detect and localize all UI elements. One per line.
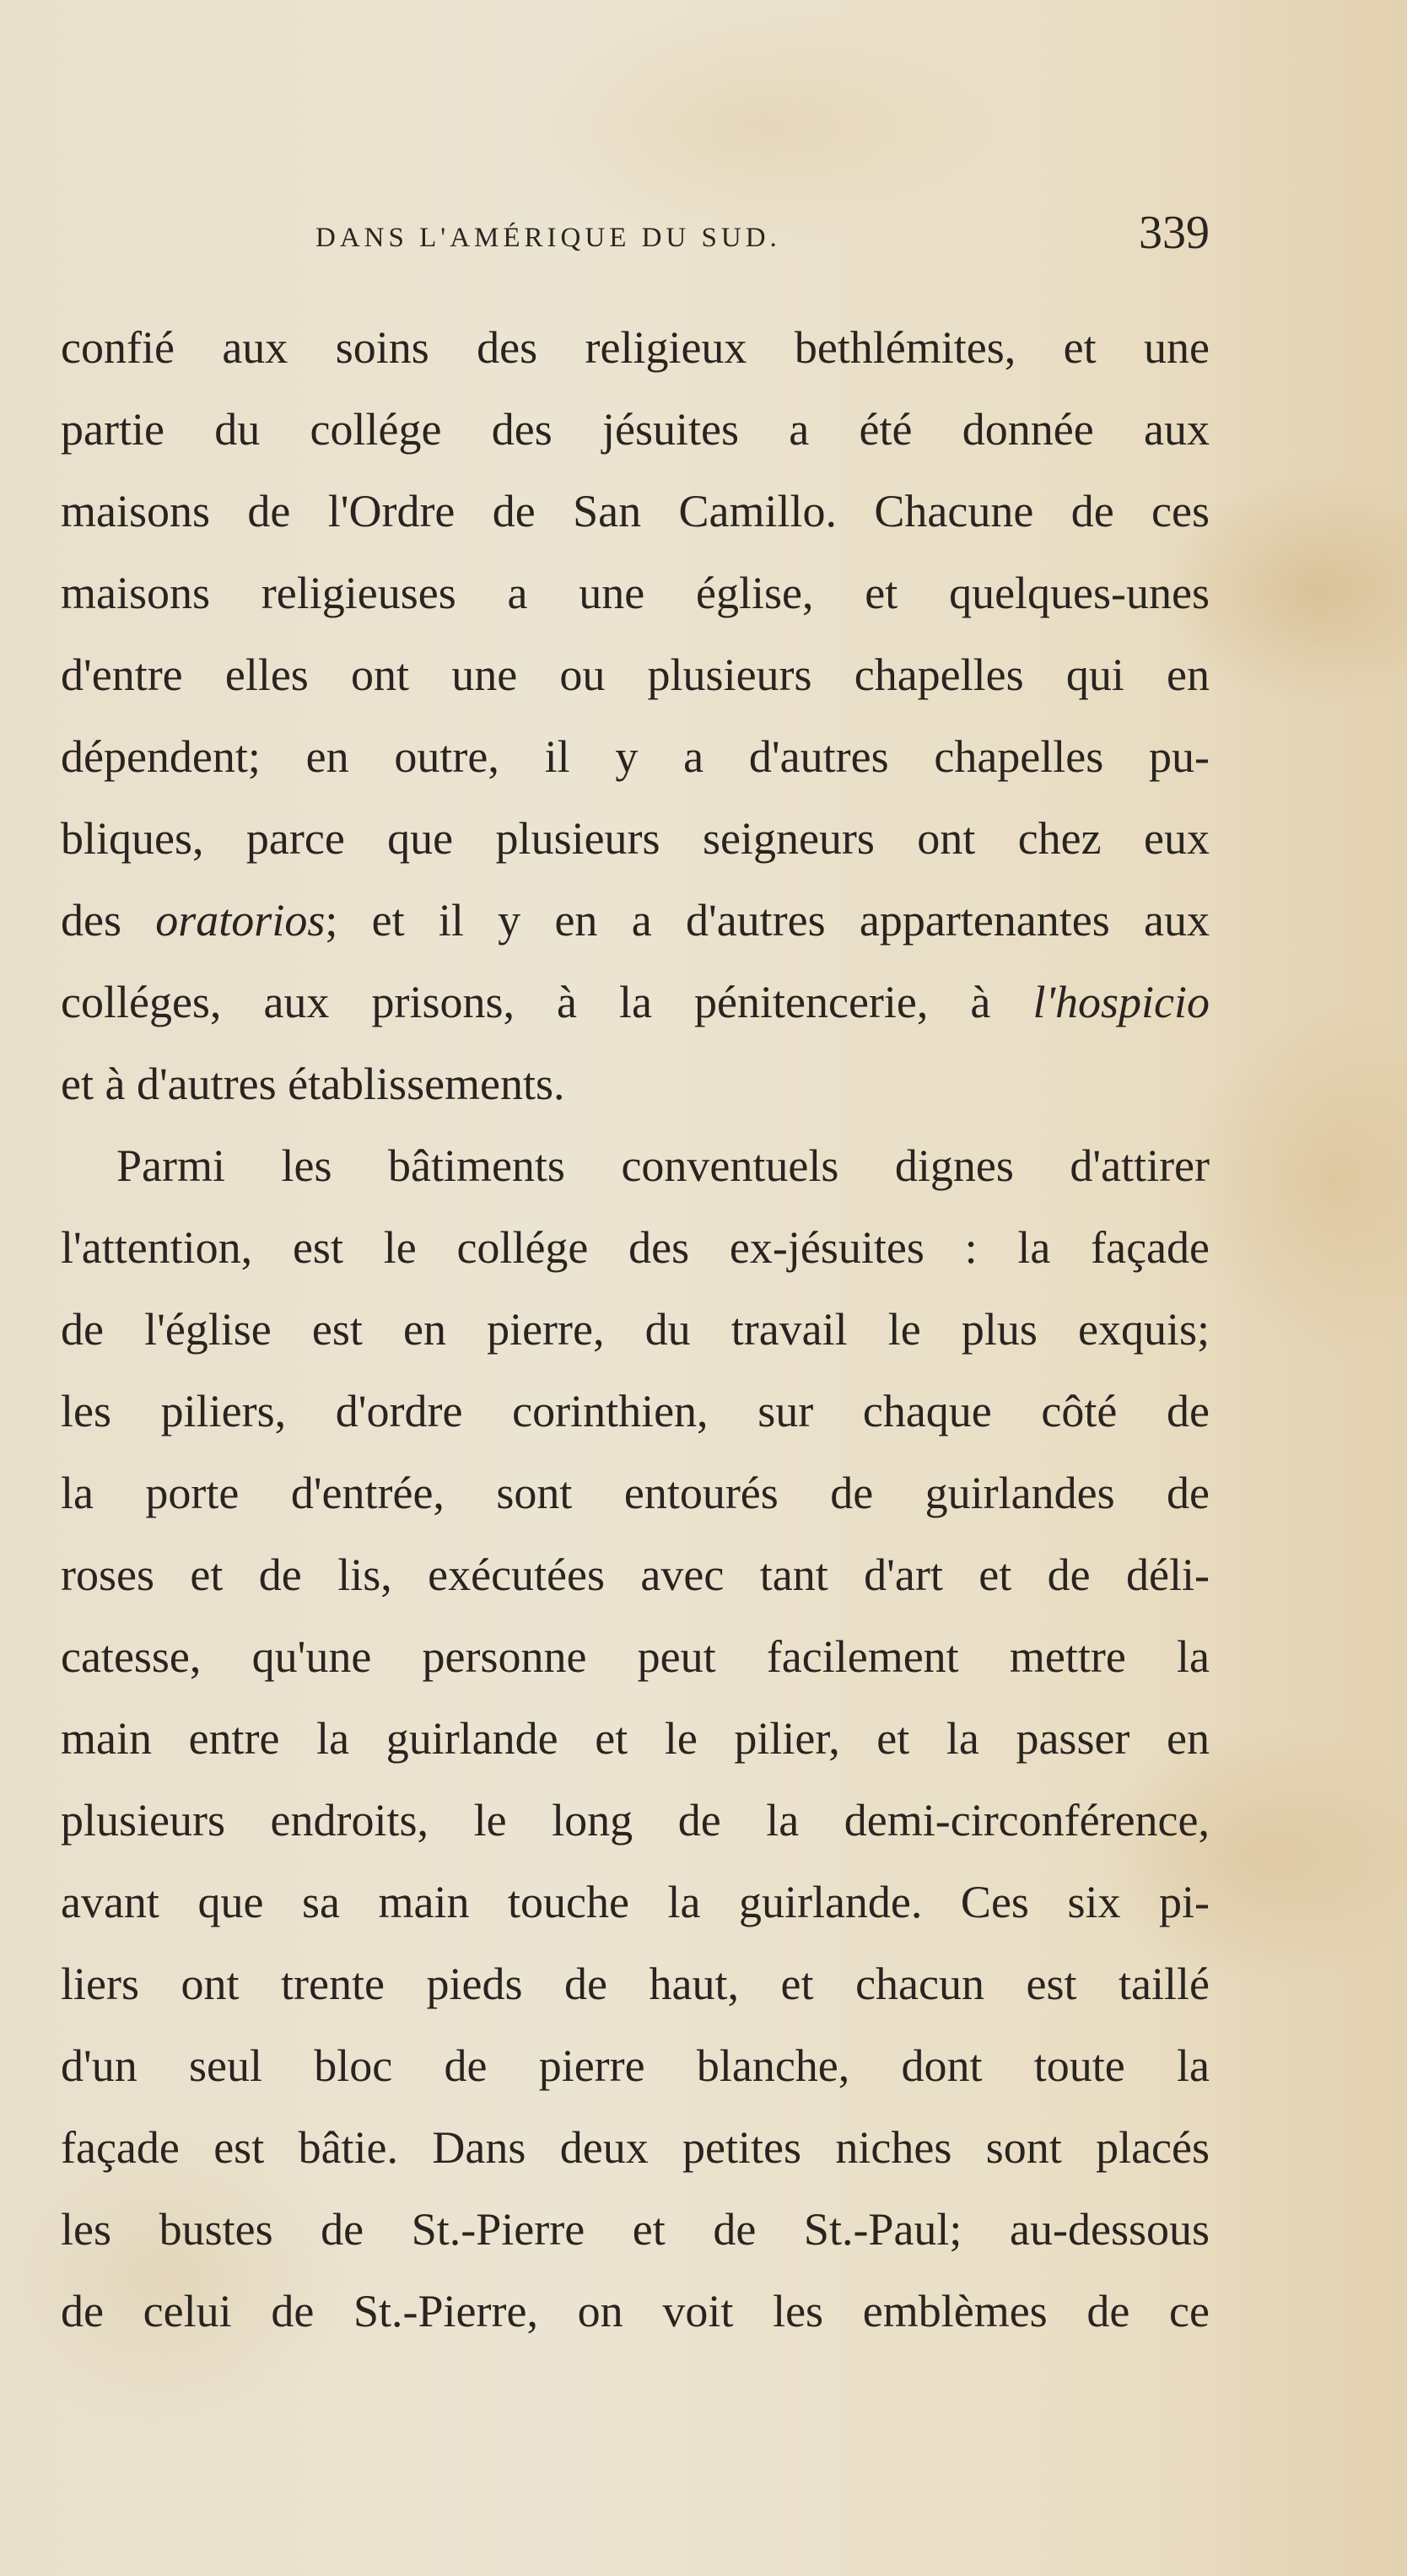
text-line: les bustes de St.-Pierre et de St.-Paul; au-dessous xyxy=(61,2204,1210,2255)
paragraph-start-line: Parmi les bâtiments conventuels dignes d'attirer xyxy=(116,1140,1210,1191)
text-line: plusieurs endroits, le long de la demi-circonférence, xyxy=(61,1795,1210,1846)
text-run: des xyxy=(61,895,156,946)
text-line: avant que sa main touche la guirlande. Ces six pi- xyxy=(61,1877,1210,1927)
text-line: maisons de l'Ordre de San Camillo. Chacune de ces xyxy=(61,486,1210,536)
running-head xyxy=(315,207,1210,277)
text-line: bliques, parce que plusieurs seigneurs ont chez eux xyxy=(61,813,1210,864)
page-number: 339 xyxy=(1139,207,1210,259)
text-line: liers ont trente pieds de haut, et chacun est taillé xyxy=(61,1959,1210,2009)
text-line: partie du collége des jésuites a été donnée aux xyxy=(61,404,1210,455)
text-line: confié aux soins des religieux bethlémites, et une xyxy=(61,322,1210,373)
text-line: l'attention, est le collége des ex-jésuites : la façade xyxy=(61,1222,1210,1273)
italic-term-oratorios: oratorios xyxy=(155,895,326,946)
text-line: d'un seul bloc de pierre blanche, dont toute la xyxy=(61,2040,1210,2091)
text-line: catesse, qu'une personne peut facilement mettre la xyxy=(61,1631,1210,1682)
text-line: dépendent; en outre, il y a d'autres chapelles pu- xyxy=(61,731,1210,782)
text-line: de l'église est en pierre, du travail le plus exquis; xyxy=(61,1304,1210,1355)
text-line-with-italic xyxy=(61,962,1210,1043)
text-line: maisons religieuses a une église, et quelques-unes xyxy=(61,568,1210,618)
text-line: de celui de St.-Pierre, on voit les emblèmes de ce xyxy=(61,2286,1210,2336)
text-line: roses et de lis, exécutées avec tant d'art et de déli- xyxy=(61,1549,1210,1600)
text-line: d'entre elles ont une ou plusieurs chapelles qui en xyxy=(61,649,1210,700)
text-line: les piliers, d'ordre corinthien, sur chaque côté de xyxy=(61,1386,1210,1436)
text-line: la porte d'entrée, sont entourés de guirlandes de xyxy=(61,1468,1210,1518)
paragraph-end-line: et à d'autres établissements. xyxy=(61,1059,565,1109)
italic-term-hospicio: l'hospicio xyxy=(1032,977,1210,1027)
body-text xyxy=(61,307,1210,2352)
text-run: ; et il y en a d'autres appartenantes aux xyxy=(325,895,1210,946)
text-run: colléges, aux prisons, à la pénitencerie, à xyxy=(61,977,1033,1027)
running-title: DANS L'AMÉRIQUE DU SUD. xyxy=(315,223,781,253)
text-line-with-italic xyxy=(61,880,1210,962)
text-line: main entre la guirlande et le pilier, et la passer en xyxy=(61,1713,1210,1764)
text-line: façade est bâtie. Dans deux petites niches sont placés xyxy=(61,2122,1210,2173)
